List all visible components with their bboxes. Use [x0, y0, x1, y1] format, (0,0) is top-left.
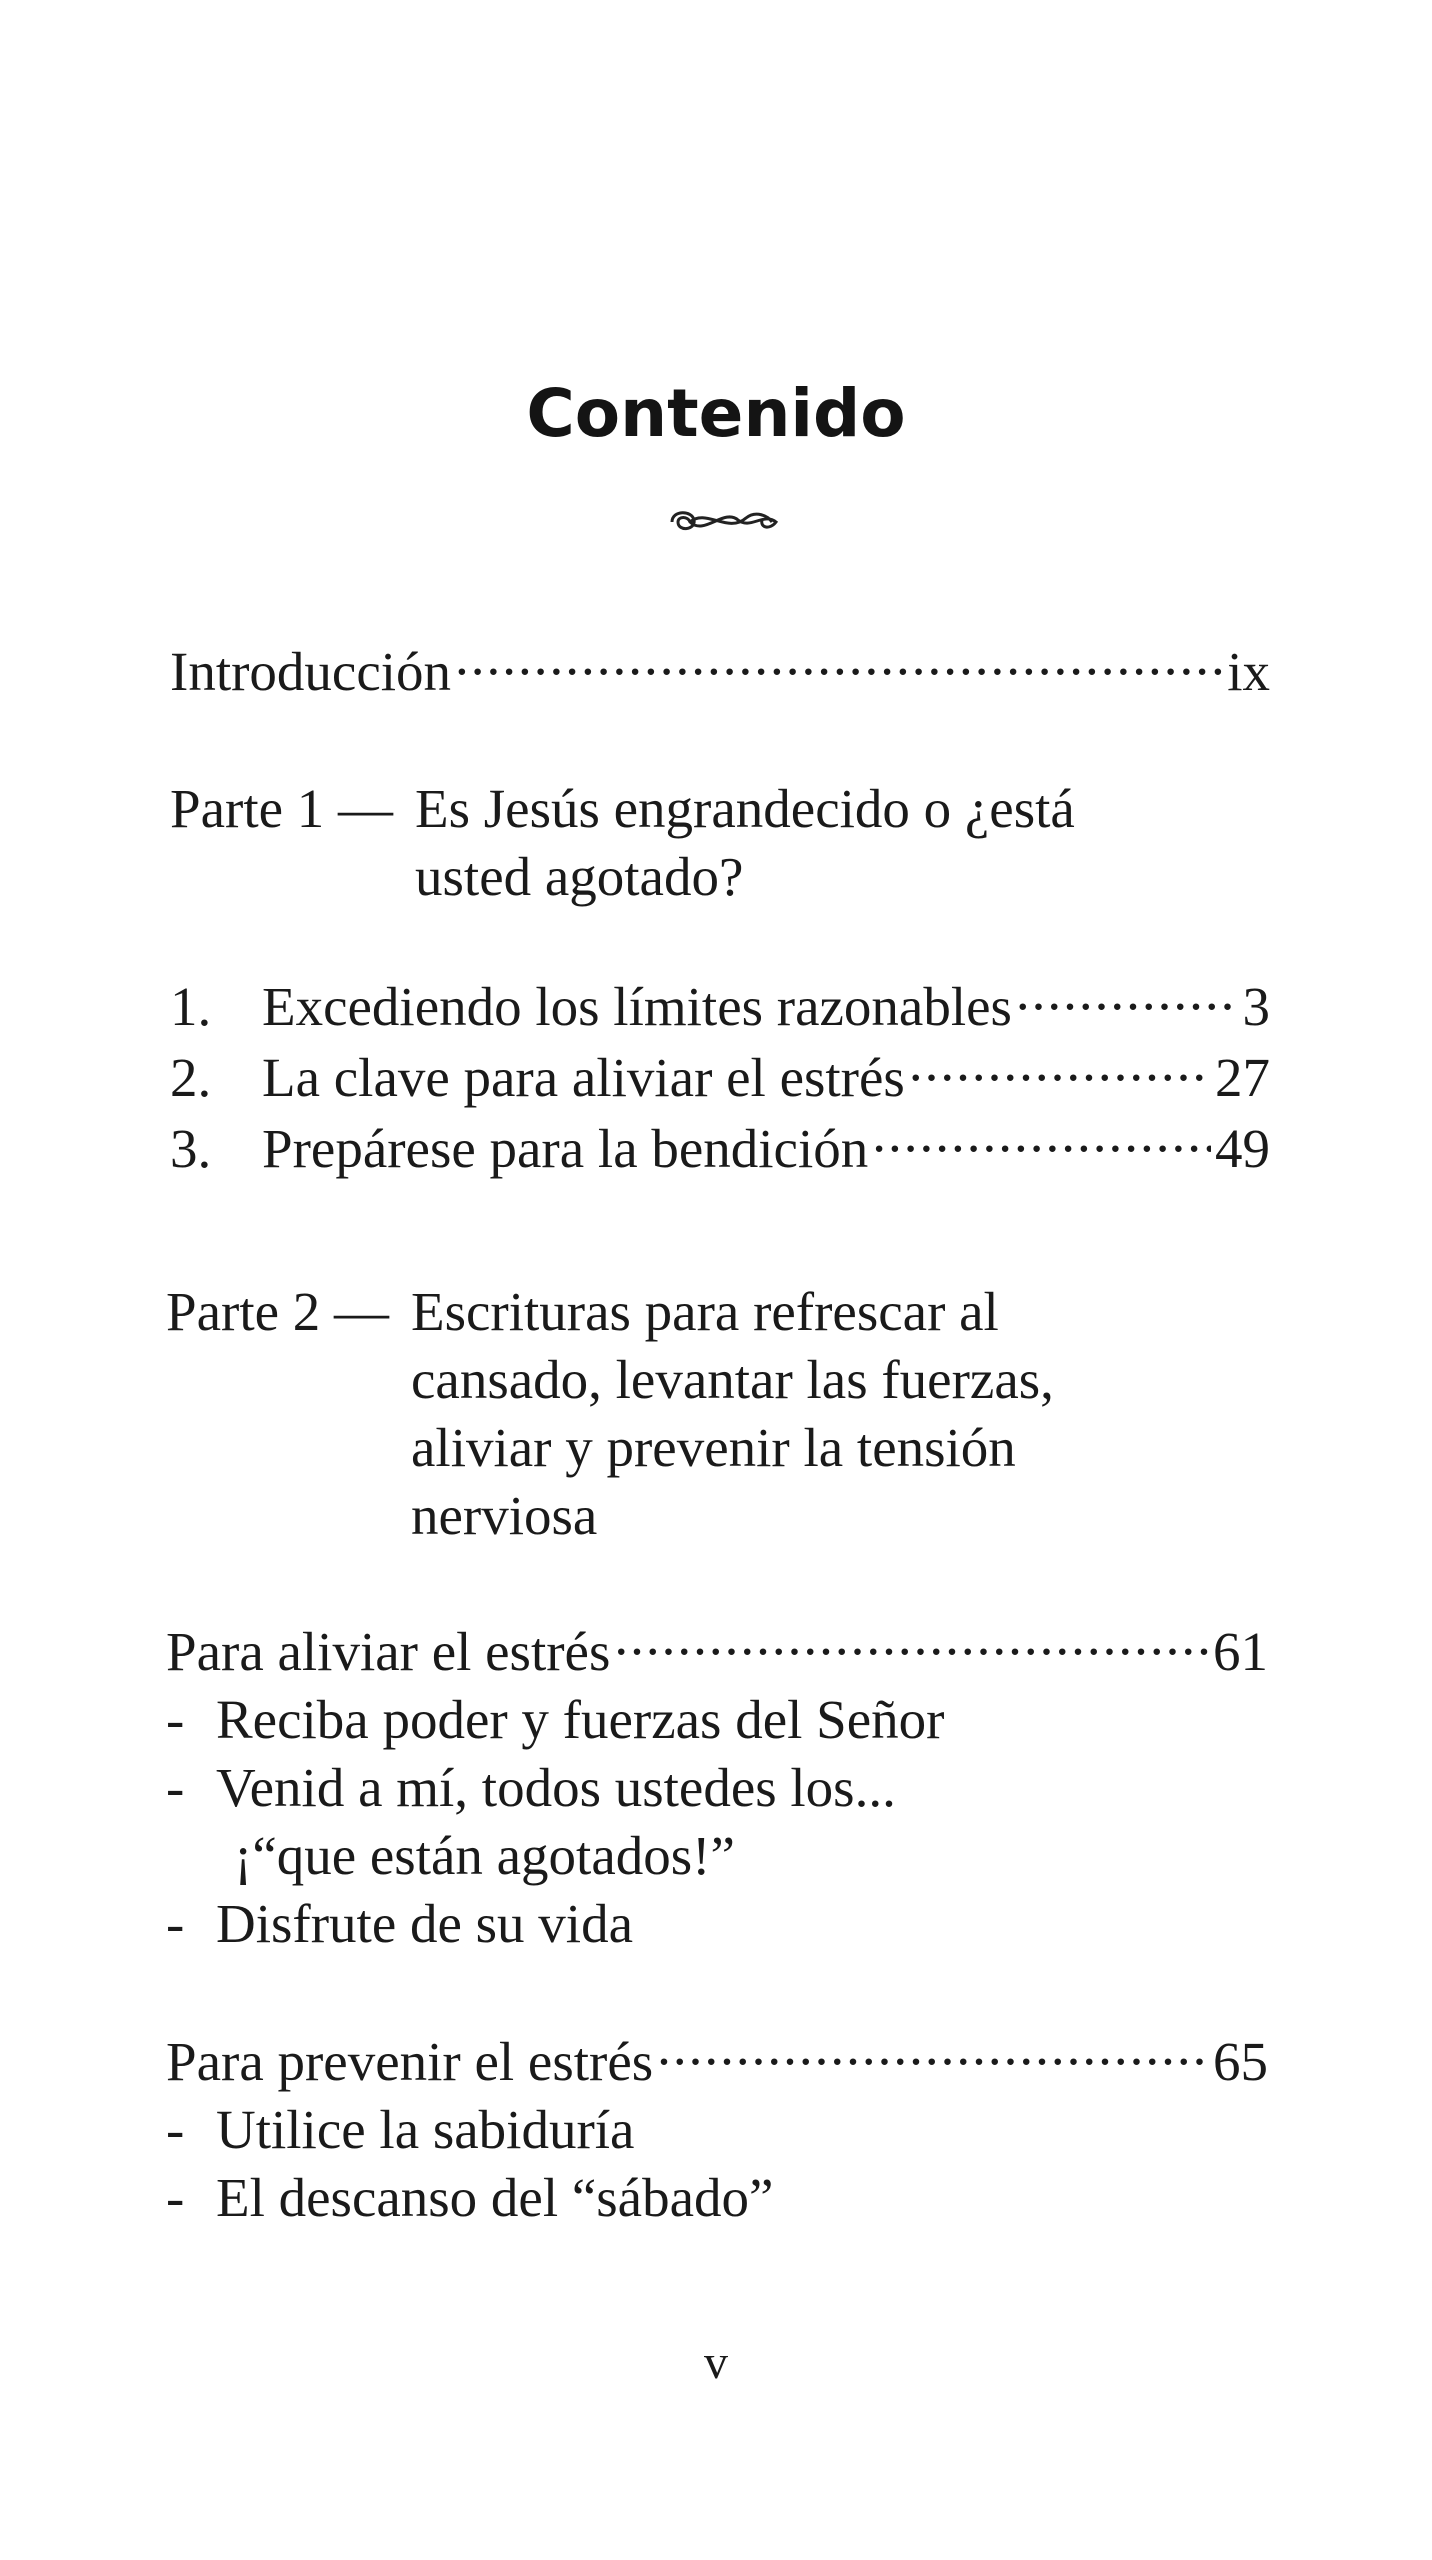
list-item-continuation: ¡“que están agotados!”	[234, 1825, 735, 1886]
chapter-row-1[interactable]	[170, 970, 1270, 1041]
page-number: v	[704, 2336, 728, 2389]
part-2-label: Parte 2 —	[166, 1281, 390, 1342]
section-aliviar-page: 61	[1213, 1621, 1268, 1682]
chapter-list	[170, 970, 1270, 1183]
scroll-flourish-icon	[664, 500, 784, 540]
chapter-title: La clave para aliviar el estrés	[262, 1047, 905, 1108]
chapter-page: 49	[1215, 1118, 1270, 1179]
toc-row-aliviar[interactable]	[166, 1615, 1268, 1686]
chapter-title: Excediendo los límites razonables	[262, 976, 1012, 1037]
toc-row-intro[interactable]	[170, 635, 1270, 706]
dot-leader	[909, 1041, 1211, 1096]
list-item: - Venid a mí, todos ustedes los...	[166, 1757, 896, 1818]
chapter-number: 3.	[170, 1118, 212, 1179]
list-item: - Disfrute de su vida	[166, 1893, 633, 1954]
toc-row-prevenir[interactable]	[166, 2025, 1268, 2096]
chapter-page: 27	[1215, 1047, 1270, 1108]
chapter-row-3[interactable]	[170, 1112, 1270, 1183]
section-prevenir-label: Para prevenir el estrés	[166, 2031, 654, 2092]
section-prevenir-page: 65	[1213, 2031, 1268, 2092]
part-1-label: Parte 1 —	[170, 778, 394, 839]
dot-leader	[872, 1112, 1211, 1167]
chapter-number: 2.	[170, 1047, 212, 1108]
dot-leader	[455, 635, 1223, 690]
chapter-title: Prepárese para la bendición	[262, 1118, 869, 1179]
chapter-number: 1.	[170, 976, 212, 1037]
part-2-title: Escrituras para refrescar al cansado, levantar las fuerzas, aliviar y prevenir la tensión nerviosa	[411, 1281, 1054, 1546]
toc-intro	[170, 635, 1270, 706]
section-aliviar-label: Para aliviar el estrés	[166, 1621, 611, 1682]
chapter-row-2[interactable]	[170, 1041, 1270, 1112]
section-prevenir	[166, 2025, 1268, 2232]
list-item: - El descanso del “sábado”	[166, 2167, 774, 2228]
page-title: Contenido	[526, 375, 906, 452]
list-item: - Reciba poder y fuerzas del Señor	[166, 1689, 945, 1750]
toc-intro-label: Introducción	[170, 641, 452, 702]
dot-leader	[614, 1615, 1209, 1670]
dot-leader	[1016, 970, 1239, 1025]
list-item: - Utilice la sabiduría	[166, 2099, 635, 2160]
part-1-title: Es Jesús engrandecido o ¿está usted agotado?	[415, 778, 1075, 907]
dot-leader	[657, 2025, 1209, 2080]
toc-intro-page: ix	[1227, 641, 1270, 702]
chapter-page: 3	[1242, 976, 1270, 1037]
part-1-heading	[170, 775, 1075, 911]
section-aliviar	[166, 1615, 1268, 1958]
part-2-heading	[166, 1278, 1054, 1550]
